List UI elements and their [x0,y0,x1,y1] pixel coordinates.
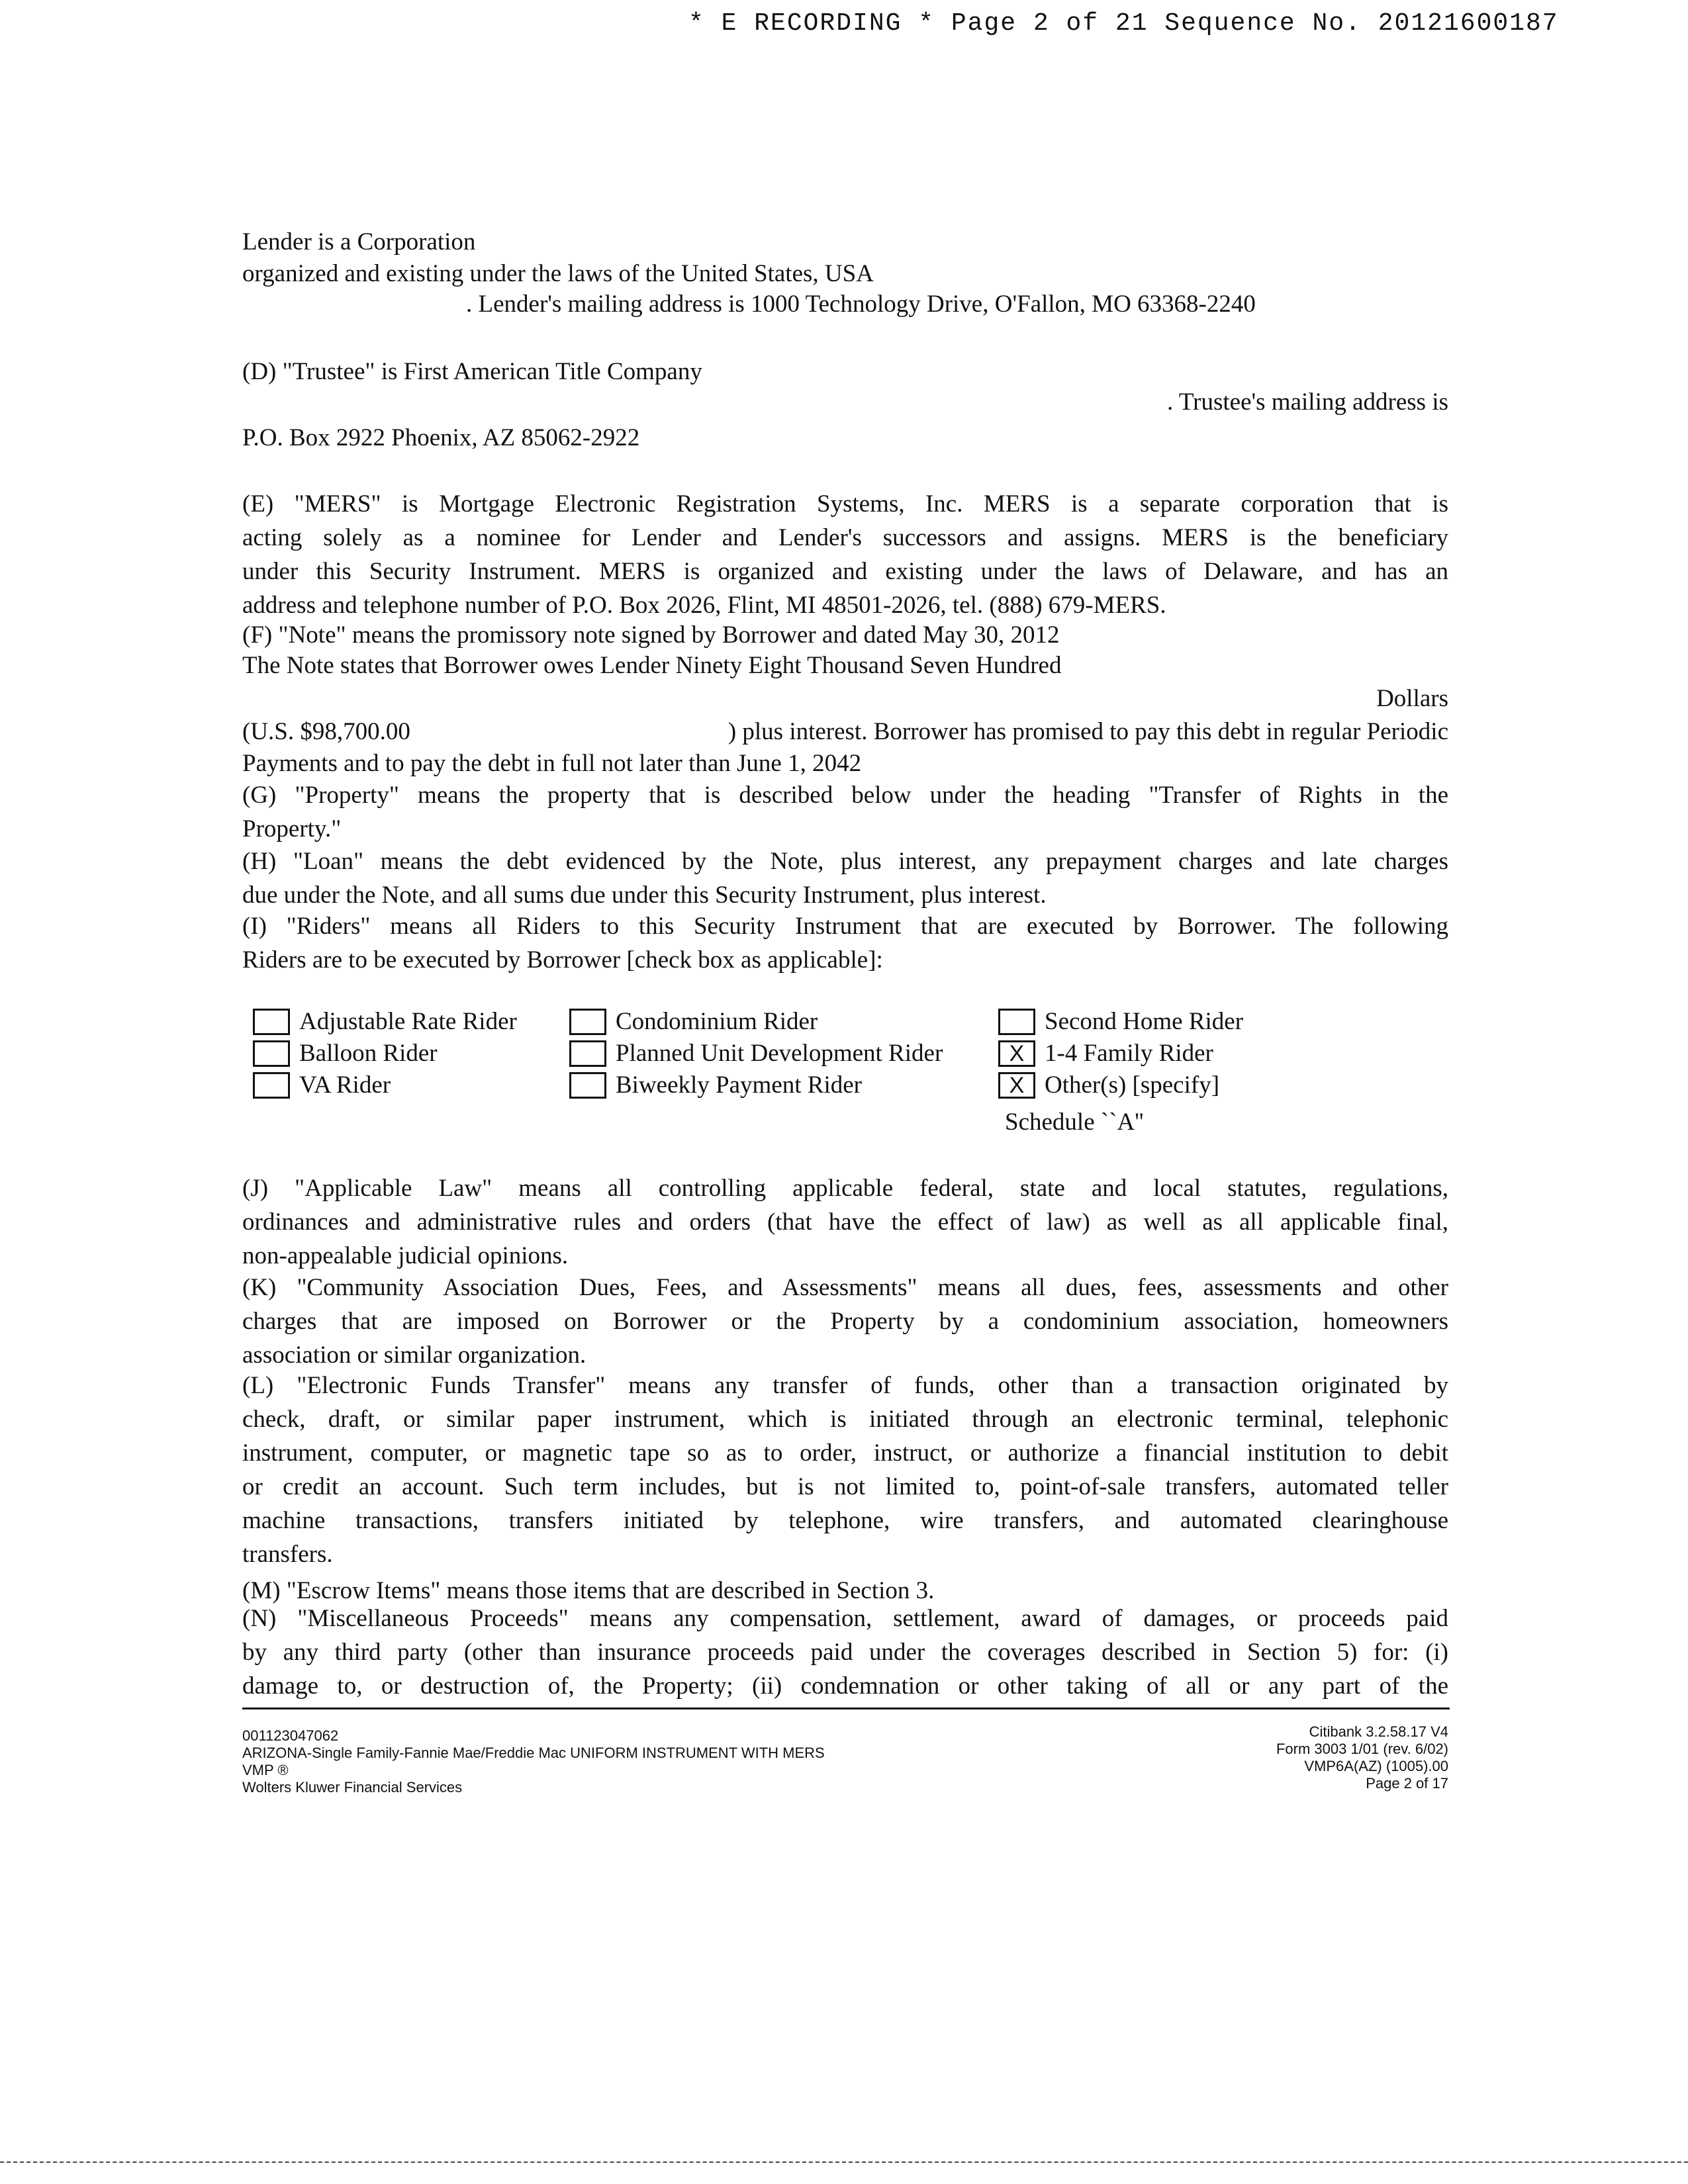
property-line: Property." [242,815,342,842]
rider-label: Adjustable Rate Rider [299,1008,517,1035]
rider-checkbox [253,1040,290,1067]
rider-va [253,1071,391,1100]
rider-checkbox [253,1072,290,1099]
loan-line: (H) "Loan" means the debt evidenced by the Note, plus interest, any prepayment charges and late charges [242,848,1448,875]
rider-label: Biweekly Payment Rider [616,1071,862,1099]
misc-proceeds-paragraph [242,1602,1448,1703]
trustee-line-1: (D) "Trustee" is First American Title Company [242,358,702,385]
rider-planned-unit [569,1039,943,1068]
applicable-law-paragraph [242,1171,1448,1273]
eft-line: transfers. [242,1541,333,1568]
riders-line: Riders are to be executed by Borrower [check box as applicable]: [242,946,883,974]
property-line: (G) "Property" means the property that is described below under the heading "Transfer of Rights in the [242,782,1448,809]
trustee-line-3: P.O. Box 2922 Phoenix, AZ 85062-2922 [242,424,640,451]
rider-second-home [998,1007,1243,1036]
lender-line-3: . Lender's mailing address is 1000 Technology Drive, O'Fallon, MO 63368-2240 [466,291,1256,318]
lender-line-2: organized and existing under the laws of the United States, USA [242,260,874,287]
eft-line: instrument, computer, or magnetic tape so as to order, instruct, or authorize a financial institution to debit [242,1439,1448,1467]
riders-line: (I) "Riders" means all Riders to this Security Instrument that are executed by Borrower. The following [242,913,1448,940]
riders-paragraph [242,909,1448,977]
footer-rule [242,1707,1450,1709]
applicable-law-line: ordinances and administrative rules and orders (that have the effect of law) as well as all applicable final, [242,1208,1448,1236]
mers-line: acting solely as a nominee for Lender and Lender's successors and assigns. MERS is the beneficiary [242,524,1448,551]
community-line: association or similar organization. [242,1342,586,1369]
footer-publisher: Wolters Kluwer Financial Services [242,1779,463,1796]
rider-1-4-family [998,1039,1213,1068]
footer-page-number: Page 2 of 17 [1366,1775,1448,1792]
community-paragraph [242,1271,1448,1372]
eft-line: or credit an account. Such term includes, but is not limited to, point-of-sale transfers, automated teller [242,1473,1448,1500]
recording-header: * E RECORDING * Page 2 of 21 Sequence No. 20121600187 [688,9,1559,38]
community-line: charges that are imposed on Borrower or the Property by a condominium association, homeowners [242,1308,1448,1335]
rider-checkbox: X [998,1072,1035,1099]
rider-label: VA Rider [299,1071,391,1099]
footer-loan-number: 001123047062 [242,1727,339,1744]
rider-biweekly [569,1071,862,1100]
property-paragraph [242,778,1448,846]
loan-paragraph [242,844,1448,912]
note-line-5: Payments and to pay the debt in full not later than June 1, 2042 [242,750,862,777]
rider-checkbox [569,1072,606,1099]
rider-label: 1-4 Family Rider [1045,1040,1213,1067]
scan-edge-line [0,2161,1688,2163]
eft-paragraph [242,1369,1448,1571]
note-amount: (U.S. $98,700.00 [242,718,410,745]
eft-line: check, draft, or similar paper instrument, which is initiated through an electronic terminal, telephonic [242,1406,1448,1433]
rider-other-specify: Schedule ``A'' [1005,1109,1144,1136]
misc-line: (N) "Miscellaneous Proceeds" means any compensation, settlement, award of damages, or proceeds paid [242,1605,1448,1632]
rider-label: Condominium Rider [616,1008,818,1035]
rider-label: Planned Unit Development Rider [616,1040,943,1067]
mers-line: address and telephone number of P.O. Box 2026, Flint, MI 48501-2026, tel. (888) 679-MERS. [242,592,1166,619]
rider-checkbox [998,1009,1035,1035]
footer-vmp: VMP ® [242,1762,289,1778]
rider-label: Other(s) [specify] [1045,1071,1220,1099]
rider-label: Balloon Rider [299,1040,438,1067]
note-line-1: (F) "Note" means the promissory note signed by Borrower and dated May 30, 2012 [242,621,1060,649]
mers-paragraph [242,487,1448,622]
eft-line: (L) "Electronic Funds Transfer" means any transfer of funds, other than a transaction originated by [242,1372,1448,1399]
trustee-line-2: . Trustee's mailing address is [1167,388,1448,416]
mers-line: (E) "MERS" is Mortgage Electronic Registration Systems, Inc. MERS is a separate corporation that is [242,490,1448,518]
mers-line: under this Security Instrument. MERS is organized and existing under the laws of Delaware, and has an [242,558,1448,585]
footer-lender-version: Citibank 3.2.58.17 V4 [1309,1723,1448,1740]
eft-line: machine transactions, transfers initiated by telephone, wire transfers, and automated clearinghouse [242,1507,1448,1534]
lender-line-1: Lender is a Corporation [242,228,476,255]
loan-line: due under the Note, and all sums due under this Security Instrument, plus interest. [242,882,1047,909]
community-line: (K) "Community Association Dues, Fees, and Assessments" means all dues, fees, assessments and other [242,1274,1448,1301]
applicable-law-line: non-appealable judicial opinions. [242,1242,569,1269]
rider-label: Second Home Rider [1045,1008,1244,1035]
rider-balloon [253,1039,438,1068]
note-line-2: The Note states that Borrower owes Lender Ninety Eight Thousand Seven Hundred [242,652,1062,679]
rider-checkbox [569,1040,606,1067]
footer-form-title: ARIZONA-Single Family-Fannie Mae/Freddie Mac UNIFORM INSTRUMENT WITH MERS [242,1745,825,1761]
note-line-3: Dollars [1376,685,1448,712]
footer-form-number: Form 3003 1/01 (rev. 6/02) [1276,1741,1448,1757]
rider-checkbox: X [998,1040,1035,1067]
applicable-law-line: (J) "Applicable Law" means all controlling applicable federal, state and local statutes, regulations, [242,1175,1448,1202]
footer-right [1276,1723,1448,1792]
note-line-4: ) plus interest. Borrower has promised to pay this debt in regular Periodic [727,718,1448,745]
rider-condominium [569,1007,818,1036]
misc-line: damage to, or destruction of, the Property; (ii) condemnation or other taking of all or any part of the [242,1672,1448,1700]
misc-line: by any third party (other than insurance proceeds paid under the coverages described in Section 5) for: (i) [242,1639,1448,1666]
rider-other [998,1071,1219,1100]
rider-adjustable-rate [253,1007,517,1036]
rider-checkbox [569,1009,606,1035]
escrow-line: (M) "Escrow Items" means those items that are described in Section 3. [242,1577,935,1604]
footer-vmp-code: VMP6A(AZ) (1005).00 [1304,1758,1448,1774]
rider-checkbox [253,1009,290,1035]
footer-left [242,1727,825,1796]
